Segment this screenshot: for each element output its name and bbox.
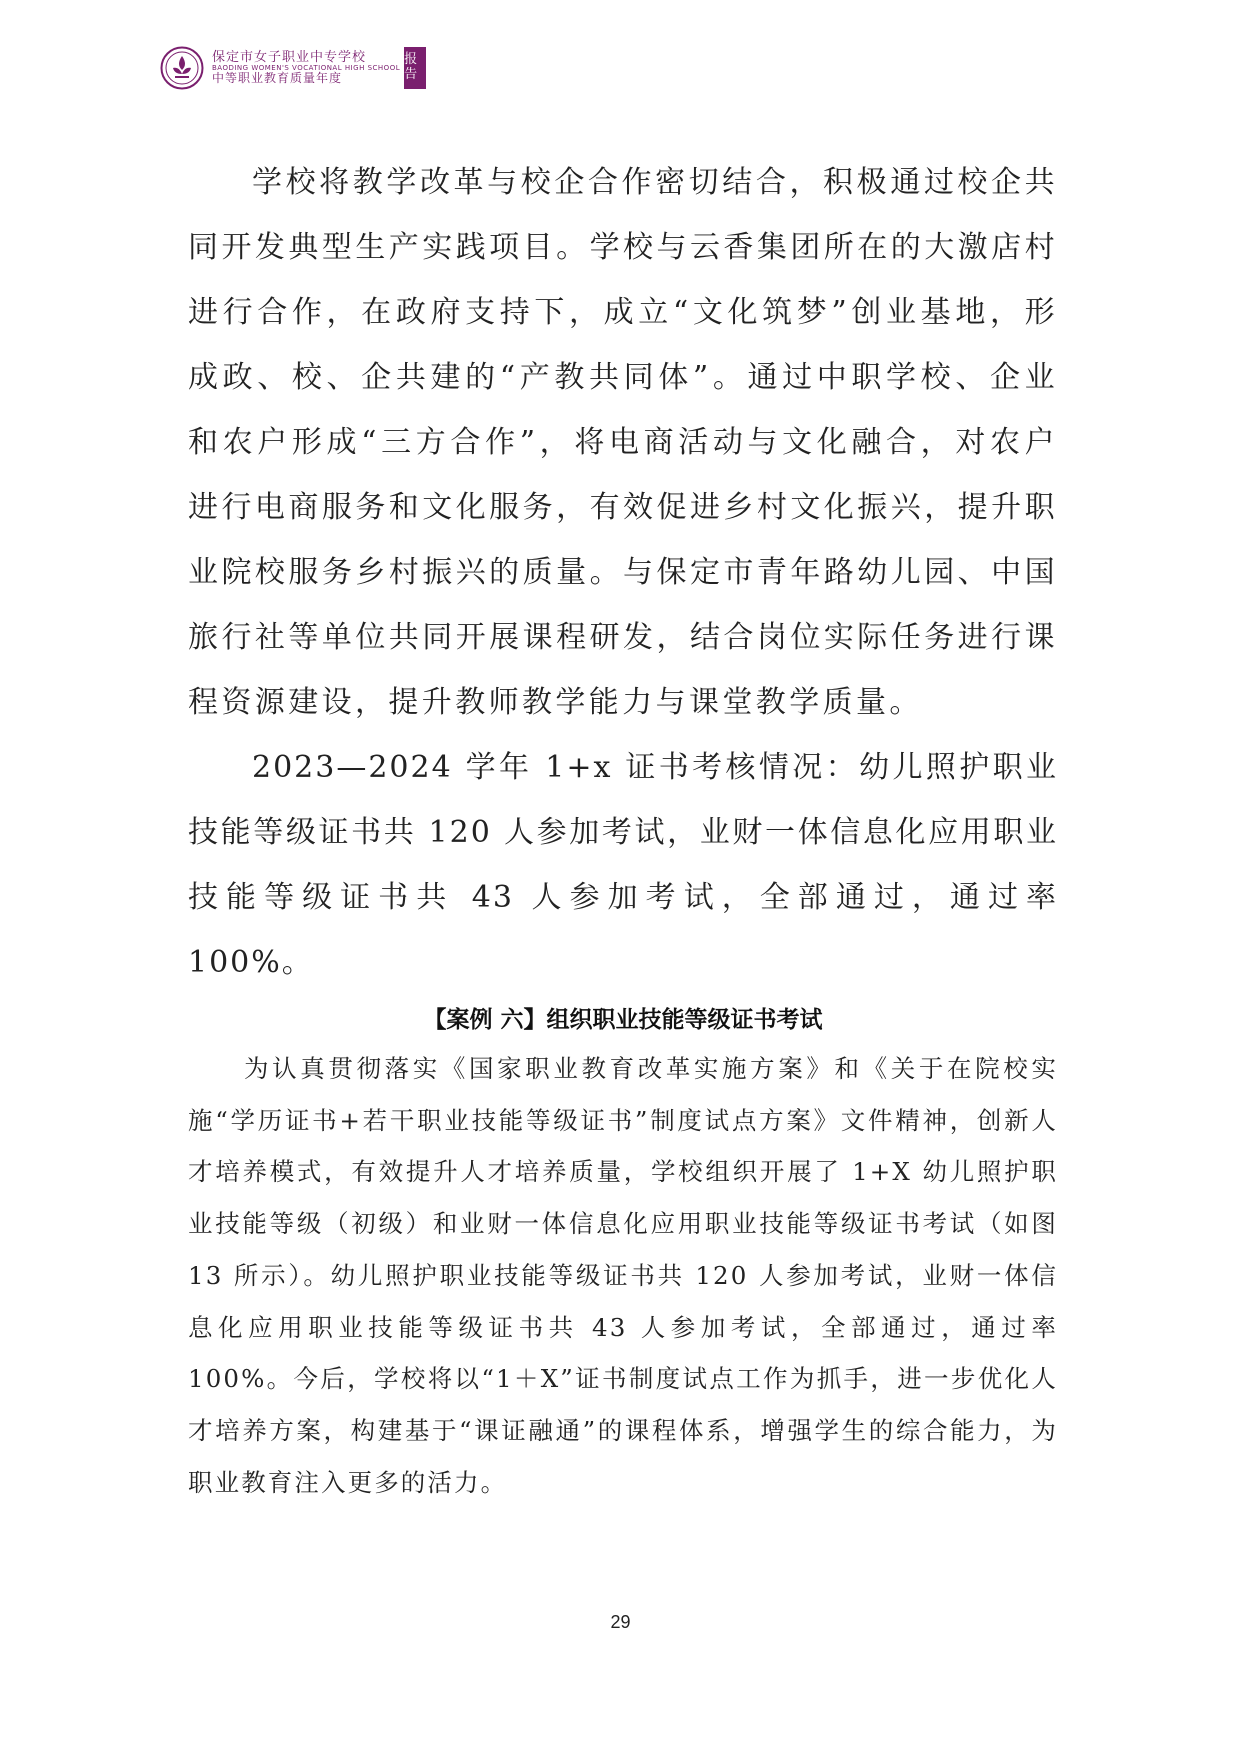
school-name-cn: 保定市女子职业中专学校 [212, 50, 367, 66]
paragraph-case-six: 为认真贯彻落实《国家职业教育改革实施方案》和《关于在院校实施“学历证书+若干职业技能等级证书”制度试点方案》文件精神，创新人才培养模式，有效提升人才培养质量，学校组织开展了 1+X 幼儿照护职业技能等级（初级）和业财一体信息化应用职业技能等级证书考试（如图 13 所示）。幼儿照护职业技能等级证书共 120 人参加考试，业财一体信息化应用职业技能等级证书共 43 人参加考试，全部通过，通过率 100%。今后，学校将以“1＋X”证书制度试点工作为抓手，进一步优化人才培养方案，构建基于“课证融通”的课程体系，增强学生的综合能力，为职业教育注入更多的活力。 [188, 1054, 1058, 1497]
school-name-en: BAODING WOMEN'S VOCATIONAL HIGH SCHOOL [212, 63, 401, 72]
case-six-title: 【案例 六】组织职业技能等级证书考试 [423, 1007, 823, 1033]
header-text-block [212, 51, 400, 85]
report-badge: 报告 [404, 47, 426, 89]
main-content [188, 150, 1058, 1508]
paragraph-school-enterprise-cooperation: 学校将教学改革与校企合作密切结合，积极通过校企共同开发典型生产实践项目。学校与云香集团所在的大激店村进行合作，在政府支持下，成立“文化筑梦”创业基地，形成政、校、企共建的“产教共同体”。通过中职学校、企业和农户形成“三方合作”，将电商活动与文化融合，对农户进行电商服务和文化服务，有效促进乡村文化振兴，提升职业院校服务乡村振兴的质量。与保定市青年路幼儿园、中国旅行社等单位共同开展课程研发，结合岗位实际任务进行课程资源建设，提升教师教学能力与课堂教学质量。 [188, 165, 1058, 720]
page-header [160, 44, 426, 92]
report-title: 中等职业教育质量年度 [212, 71, 343, 86]
page-number: 29 [610, 1612, 631, 1632]
school-logo-icon [160, 46, 204, 90]
paragraph-certificate-results: 2023—2024 学年 1+x 证书考核情况：幼儿照护职业技能等级证书共 120 人参加考试，业财一体信息化应用职业技能等级证书共 43 人参加考试，全部通过，通过率 100%。 [188, 750, 1058, 980]
